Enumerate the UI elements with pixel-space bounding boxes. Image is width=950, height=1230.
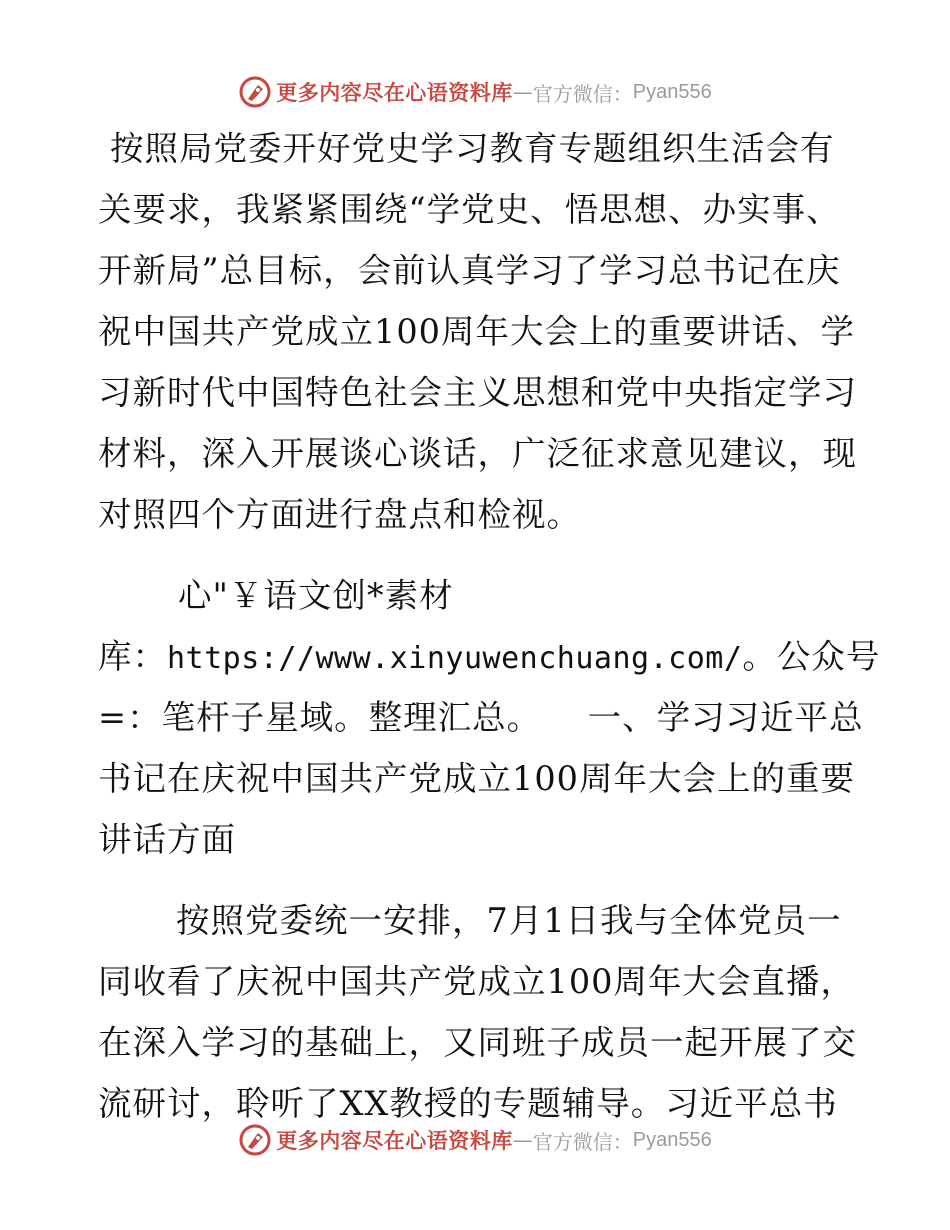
banner-separator: —: [512, 80, 533, 104]
text-line: 祝中国共产党成立100周年大会上的重要讲话、学: [98, 312, 855, 351]
text-line: 在深入学习的基础上，又同班子成员一起开展了交: [98, 1023, 857, 1062]
text-line: 书记在庆祝中国共产党成立100周年大会上的重要: [98, 759, 855, 798]
site-slogan: 更多内容尽在心语资料库: [276, 1128, 513, 1153]
text-line: 同收看了庆祝中国共产党成立100周年大会直播，: [98, 962, 855, 1001]
paragraph-1: [98, 118, 858, 545]
text-line: 习新时代中国特色社会主义思想和党中央指定学习: [98, 373, 857, 412]
wechat-id: Pyan556: [632, 80, 712, 103]
url-suffix: 。公众号: [742, 637, 881, 676]
text-line: 材料，深入开展谈心谈话，广泛征求意见建议，现: [98, 434, 857, 473]
text-line-with-url: [98, 626, 881, 687]
text-line: 讲话方面: [98, 820, 236, 859]
document-body: [98, 118, 881, 1134]
text-line: 心"￥语文创*素材: [178, 576, 454, 615]
text-line: =：笔杆子星域。整理汇总。 一、学习习近平总: [98, 698, 864, 737]
text-line: 流研讨，聆听了XX教授的专题辅导。习近平总书: [98, 1084, 838, 1123]
text-line: 按照局党委开好党史学习教育专题组织生活会有: [110, 129, 835, 168]
text-line: 开新局”总目标，会前认真学习了学习总书记在庆: [98, 251, 841, 290]
paragraph-3: [98, 890, 858, 1134]
banner-separator: —: [512, 1128, 533, 1152]
paragraph-gap: [98, 870, 858, 890]
wechat-label: 官方微信：: [532, 81, 633, 106]
text-line: 对照四个方面进行盘点和检视。: [98, 495, 581, 534]
site-slogan: 更多内容尽在心语资料库: [276, 80, 513, 105]
pen-nib-icon: [238, 75, 272, 109]
paragraph-gap: [98, 545, 858, 565]
wechat-label: 官方微信：: [532, 1129, 633, 1154]
footer-banner: [0, 1120, 950, 1160]
paragraph-2: [98, 565, 881, 870]
text-line: 关要求，我紧紧围绕“学党史、悟思想、办实事、: [98, 190, 841, 229]
wechat-id: Pyan556: [632, 1128, 712, 1151]
text-line: 按照党委统一安排，7月1日我与全体党员一: [176, 901, 842, 940]
website-url: https://www.xinyuwenchuang.com/: [167, 641, 743, 676]
header-banner: [0, 72, 950, 112]
pen-nib-icon: [238, 1123, 272, 1157]
url-prefix: 库：: [98, 637, 167, 676]
